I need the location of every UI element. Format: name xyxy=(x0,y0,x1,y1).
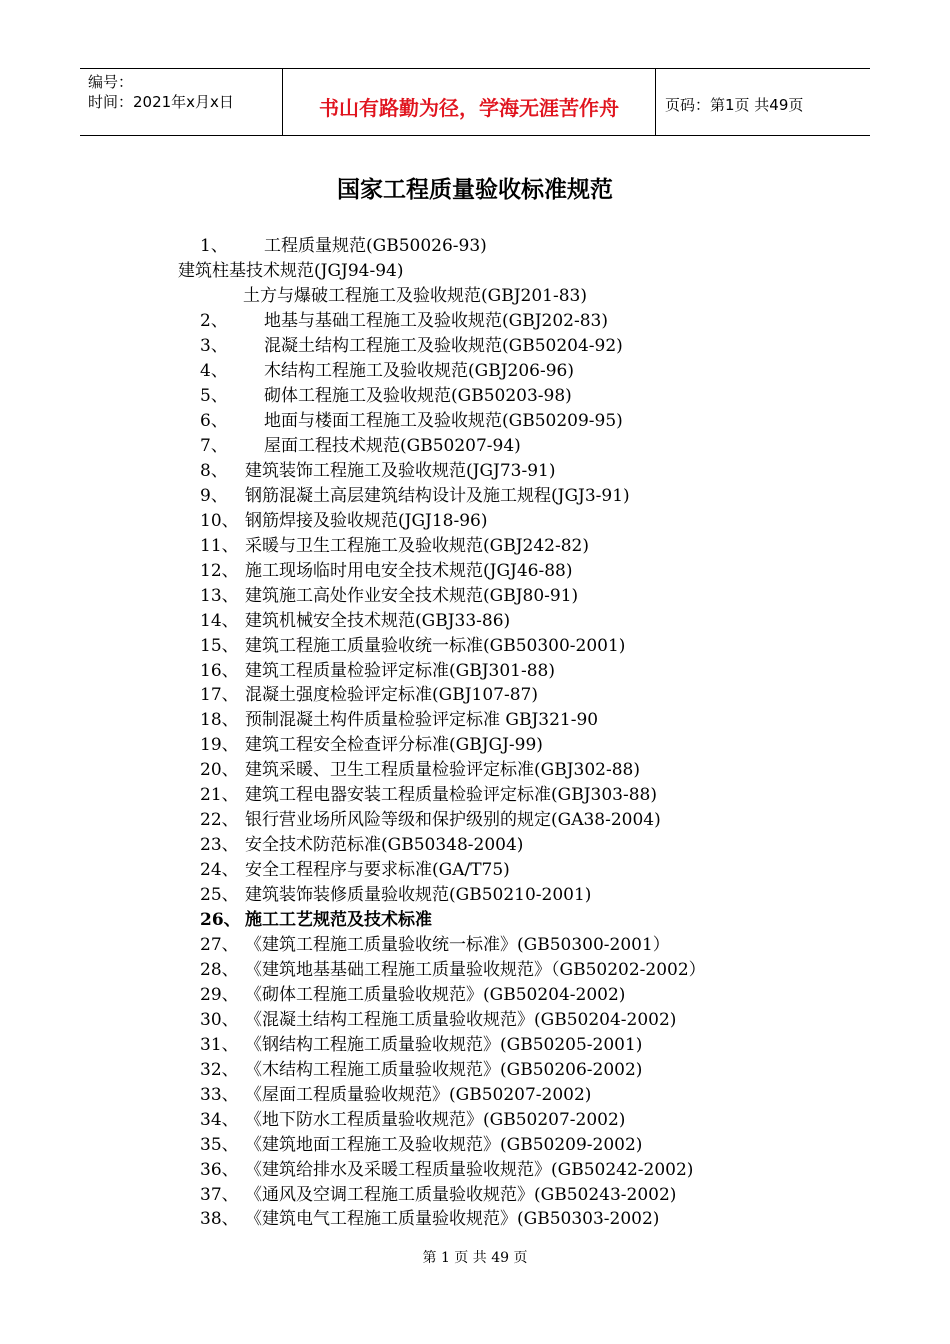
list-item-text: 《通风及空调工程施工质量验收规范》(GB50243-2002) xyxy=(245,1185,677,1205)
list-item-number: 25、 xyxy=(200,885,239,905)
list-item-number: 3、 xyxy=(200,336,228,356)
list-item-number: 13、 xyxy=(200,586,239,606)
list-item-text: 建筑装饰工程施工及验收规范(JGJ73-91) xyxy=(245,461,556,481)
page-code: 页码：第1页 共49页 xyxy=(665,96,804,114)
list-item-number: 8、 xyxy=(200,461,228,481)
list-item-text: 建筑施工高处作业安全技术规范(GBJ80-91) xyxy=(245,586,579,606)
list-item-number: 34、 xyxy=(200,1110,239,1130)
header-motto-cell xyxy=(282,69,656,135)
list-item-text: 工程质量规范(GB50026-93) xyxy=(264,236,487,256)
list-item-text: 《地下防水工程质量验收规范》(GB50207-2002) xyxy=(245,1110,626,1130)
list-item-number: 15、 xyxy=(200,636,239,656)
list-item-number: 26、 xyxy=(200,910,241,930)
list-item-text: 屋面工程技术规范(GB50207-94) xyxy=(264,436,521,456)
list-item-text: 采暖与卫生工程施工及验收规范(GBJ242-82) xyxy=(245,536,589,556)
list-item-text: 钢筋焊接及验收规范(JGJ18-96) xyxy=(245,511,488,531)
list-item-number: 14、 xyxy=(200,611,239,631)
page-footer: 第 1 页 共 49 页 xyxy=(422,1250,528,1266)
list-item-number: 12、 xyxy=(200,561,239,581)
list-item-text: 混凝土强度检验评定标准(GBJ107-87) xyxy=(245,685,538,705)
list-item-number: 2、 xyxy=(200,311,228,331)
list-item-text: 《建筑地面工程施工及验收规范》(GB50209-2002) xyxy=(245,1135,643,1155)
list-item-text: 地基与基础工程施工及验收规范(GBJ202-83) xyxy=(264,311,608,331)
list-item-text: 建筑采暖、卫生工程质量检验评定标准(GBJ302-88) xyxy=(245,760,640,780)
list-item-text: 《屋面工程质量验收规范》(GB50207-2002) xyxy=(245,1085,592,1105)
list-item-number: 20、 xyxy=(200,760,239,780)
header-table xyxy=(80,68,870,136)
list-item-number: 38、 xyxy=(200,1209,239,1229)
list-item-number: 24、 xyxy=(200,860,239,880)
list-item-text: 建筑柱基技术规范(JGJ94-94) xyxy=(178,261,404,281)
list-item-number: 19、 xyxy=(200,735,239,755)
list-item-number: 11、 xyxy=(200,536,239,556)
list-item-text: 土方与爆破工程施工及验收规范(GBJ201-83) xyxy=(243,286,587,306)
list-item-number: 27、 xyxy=(200,935,239,955)
list-item-number: 37、 xyxy=(200,1185,239,1205)
list-item-text: 建筑工程电器安装工程质量检验评定标准(GBJ303-88) xyxy=(245,785,657,805)
list-item-text: 建筑工程施工质量验收统一标准(GB50300-2001) xyxy=(245,636,626,656)
list-item-number: 33、 xyxy=(200,1085,239,1105)
list-item-number: 21、 xyxy=(200,785,239,805)
list-item-text: 砌体工程施工及验收规范(GB50203-98) xyxy=(264,386,572,406)
list-item-text: 建筑装饰装修质量验收规范(GB50210-2001) xyxy=(245,885,592,905)
list-item-text: 安全技术防范标准(GB50348-2004) xyxy=(245,835,524,855)
list-item-text: 钢筋混凝土高层建筑结构设计及施工规程(JGJ3-91) xyxy=(245,486,630,506)
list-item-text: 安全工程程序与要求标准(GA/T75) xyxy=(245,860,510,880)
list-item-number: 22、 xyxy=(200,810,239,830)
list-item-number: 6、 xyxy=(200,411,228,431)
list-item-text: 木结构工程施工及验收规范(GBJ206-96) xyxy=(264,361,574,381)
header-info-cell xyxy=(80,69,282,135)
list-item-number: 9、 xyxy=(200,486,228,506)
list-item-number: 5、 xyxy=(200,386,228,406)
list-item-number: 1、 xyxy=(200,236,228,256)
list-item-text: 《建筑工程施工质量验收统一标准》(GB50300-2001） xyxy=(245,935,670,955)
list-item-text: 《钢结构工程施工质量验收规范》(GB50205-2001) xyxy=(245,1035,643,1055)
list-item-number: 16、 xyxy=(200,661,239,681)
number-label: 编号： xyxy=(88,73,134,91)
document-title: 国家工程质量验收标准规范 xyxy=(337,177,613,203)
time-label: 时间：2021年x月x日 xyxy=(88,93,234,111)
list-item-number: 30、 xyxy=(200,1010,239,1030)
list-item-text: 预制混凝土构件质量检验评定标准 GBJ321-90 xyxy=(245,710,599,730)
list-item-text: 《建筑电气工程施工质量验收规范》(GB50303-2002) xyxy=(245,1209,660,1229)
list-item-text: 建筑工程质量检验评定标准(GBJ301-88) xyxy=(245,661,555,681)
list-item-number: 31、 xyxy=(200,1035,239,1055)
list-item-number: 36、 xyxy=(200,1160,239,1180)
list-item-number: 28、 xyxy=(200,960,239,980)
list-item-text: 《砌体工程施工质量验收规范》(GB50204-2002) xyxy=(245,985,626,1005)
list-item-text: 银行营业场所风险等级和保护级别的规定(GA38-2004) xyxy=(245,810,661,830)
list-item-text: 《建筑给排水及采暖工程质量验收规范》(GB50242-2002) xyxy=(245,1160,694,1180)
list-item-number: 17、 xyxy=(200,685,239,705)
list-item-text: 施工现场临时用电安全技术规范(JGJ46-88) xyxy=(245,561,573,581)
list-item-number: 18、 xyxy=(200,710,239,730)
list-item-text: 建筑工程安全检查评分标准(GBJGJ-99) xyxy=(245,735,543,755)
list-item-text: 建筑机械安全技术规范(GBJ33-86) xyxy=(245,611,511,631)
list-item-text: 施工工艺规范及技术标准 xyxy=(245,910,432,930)
list-item-number: 10、 xyxy=(200,511,239,531)
list-item-number: 32、 xyxy=(200,1060,239,1080)
list-item-number: 35、 xyxy=(200,1135,239,1155)
list-item-number: 4、 xyxy=(200,361,228,381)
list-item-text: 地面与楼面工程施工及验收规范(GB50209-95) xyxy=(264,411,623,431)
list-item-number: 29、 xyxy=(200,985,239,1005)
list-item-number: 7、 xyxy=(200,436,228,456)
list-item-text: 《建筑地基基础工程施工质量验收规范》（GB50202-2002） xyxy=(245,960,706,980)
list-item-text: 《木结构工程施工质量验收规范》(GB50206-2002) xyxy=(245,1060,643,1080)
header-page-cell xyxy=(656,69,870,135)
list-item-text: 《混凝土结构工程施工质量验收规范》(GB50204-2002) xyxy=(245,1010,677,1030)
list-item-number: 23、 xyxy=(200,835,239,855)
motto-text: 书山有路勤为径，学海无涯苦作舟 xyxy=(319,96,619,120)
list-item-text: 混凝土结构工程施工及验收规范(GB50204-92) xyxy=(264,336,623,356)
